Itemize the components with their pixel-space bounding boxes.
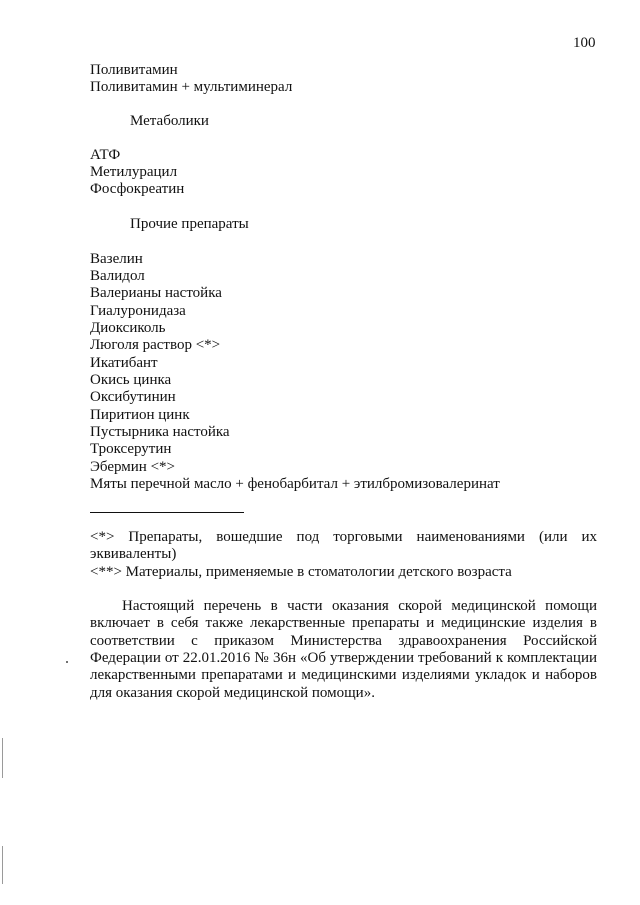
- list-item-other: Люголя раствор <*>: [90, 337, 221, 353]
- closing-line: для оказания скорой медицинской помощи».: [90, 685, 375, 701]
- list-item-other: Эбермин <*>: [90, 459, 175, 475]
- list-item-other: Мяты перечной масло + фенобарбитал + этилбромизовалеринат: [90, 476, 500, 492]
- list-item-other: Валерианы настойка: [90, 285, 222, 301]
- list-item-metabolic: АТФ: [90, 147, 121, 163]
- scan-speck: [66, 661, 68, 663]
- list-item-metabolic: Метилурацил: [90, 164, 178, 180]
- section-heading-metabolics: Метаболики: [130, 113, 209, 129]
- list-item-other: Валидол: [90, 268, 145, 284]
- list-item-other: Вазелин: [90, 251, 143, 267]
- closing-line: включает в себя также лекарственные препараты и медицинские изделия в: [90, 615, 597, 631]
- list-item-vitamin: Поливитамин: [90, 62, 178, 78]
- list-item-other: Икатибант: [90, 355, 158, 371]
- list-item-metabolic: Фосфокреатин: [90, 181, 185, 197]
- closing-line: соответствии с приказом Министерства здравоохранения Российской: [90, 633, 597, 649]
- page-number: 100: [573, 35, 596, 51]
- footnote-1-continuation: эквиваленты): [90, 546, 177, 562]
- closing-line: Федерации от 22.01.2016 № 36н «Об утверждении требований к комплектации: [90, 650, 597, 666]
- scan-edge-line: [2, 738, 3, 778]
- list-item-other: Пиритион цинк: [90, 407, 190, 423]
- closing-line: лекарственными препаратами и медицинскими изделиями укладок и наборов: [90, 667, 597, 683]
- list-item-other: Гиалуронидаза: [90, 303, 186, 319]
- closing-line: Настоящий перечень в части оказания скорой медицинской помощи: [122, 598, 597, 614]
- list-item-other: Пустырника настойка: [90, 424, 230, 440]
- list-item-other: Троксерутин: [90, 441, 172, 457]
- list-item-other: Окись цинка: [90, 372, 172, 388]
- list-item-other: Оксибутинин: [90, 389, 176, 405]
- scan-edge-line: [2, 846, 3, 884]
- list-item-vitamin: Поливитамин + мультиминерал: [90, 79, 293, 95]
- footnote-1: <*> Препараты, вошедшие под торговыми наименованиями (или их: [90, 529, 597, 545]
- section-heading-other: Прочие препараты: [130, 216, 249, 232]
- list-item-other: Диоксиколь: [90, 320, 166, 336]
- footnote-2: <**> Материалы, применяемые в стоматологии детского возраста: [90, 564, 512, 580]
- footnote-divider: [90, 512, 244, 513]
